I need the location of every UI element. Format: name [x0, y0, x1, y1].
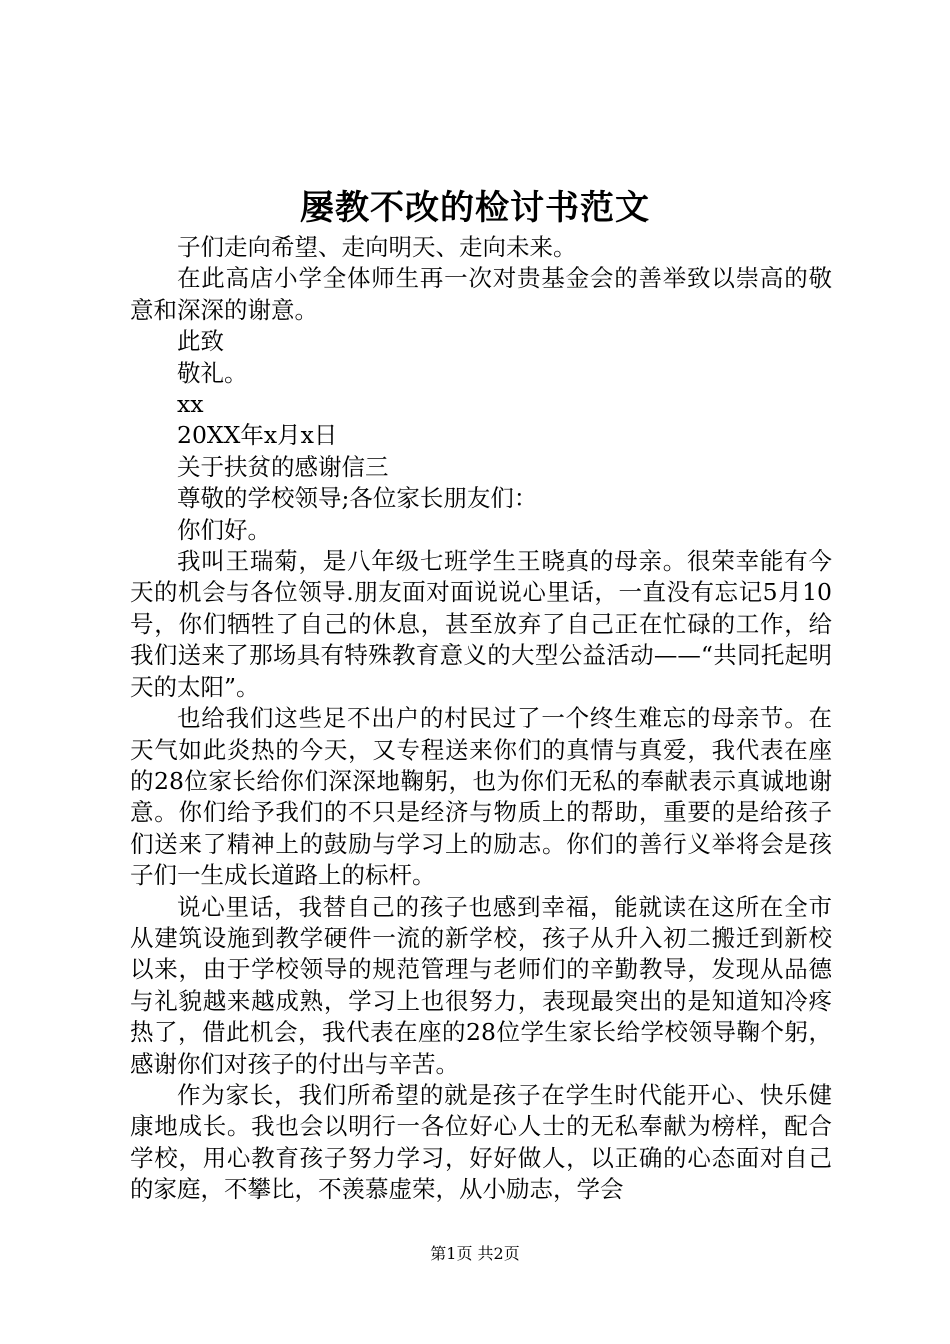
date-line: 20XX年x月x日: [177, 421, 338, 450]
signature: xx: [177, 390, 204, 419]
greeting: 你们好。: [177, 515, 271, 544]
paragraph: 说心里话，我替自己的孩子也感到幸福，能就读在这所在全市从建筑设施到教学硬件一流的新学校，孩子从升入初二搬迁到新校以来，由于学校领导的规范管理与老师们的辛勤教导，发现从品德与礼貌越来越成熟，学习上也很努力，表现最突出的是知道知冷疼热了，借此机会，我代表在座的28位学生家长给学校领导鞠个躬，感谢你们对孩子的付出与辛苦。: [130, 892, 832, 1078]
paragraph: 也给我们这些足不出户的村民过了一个终生难忘的母亲节。在天气如此炎热的今天，又专程送来你们的真情与真爱，我代表在座的28位家长给你们深深地鞠躬，也为你们无私的奉献表示真诚地谢意。你们给予我们的不只是经济与物质上的帮助，重要的是给孩子们送来了精神上的鼓励与学习上的励志。你们的善行义举将会是孩子们一生成长道路上的标杆。: [130, 704, 832, 890]
paragraph: 在此高店小学全体师生再一次对贵基金会的善举致以崇高的敬意和深深的谢意。: [130, 264, 832, 324]
closing-salutation: 此致: [177, 327, 224, 356]
paragraph: 我叫王瑞菊，是八年级七班学生王晓真的母亲。很荣幸能有今天的机会与各位领导.朋友面对面说说心里话，一直没有忘记5月10号，你们牺牲了自己的休息，甚至放弃了自己正在忙碌的工作，给我们送来了那场具有特殊教育意义的大型公益活动——“共同托起明天的太阳”。: [130, 547, 832, 701]
closing-salutation: 敬礼。: [177, 358, 248, 387]
document-title: 屡教不改的检讨书范文: [300, 188, 650, 228]
paragraph: 作为家长，我们所希望的就是孩子在学生时代能开心、快乐健康地成长。我也会以明行一各位好心人士的无私奉献为榜样，配合学校，用心教育孩子努力学习，好好做人，以正确的心态面对自己的家庭，不攀比，不羡慕虚荣，从小励志，学会: [130, 1080, 832, 1204]
greeting: 尊敬的学校领导;各位家长朋友们：: [177, 484, 538, 513]
paragraph: 子们走向希望、走向明天、走向未来。: [177, 233, 577, 261]
document-body: [130, 232, 832, 1206]
section-heading: 关于扶贫的感谢信三: [177, 452, 389, 481]
page-footer: 第1页 共2页: [430, 1244, 520, 1263]
